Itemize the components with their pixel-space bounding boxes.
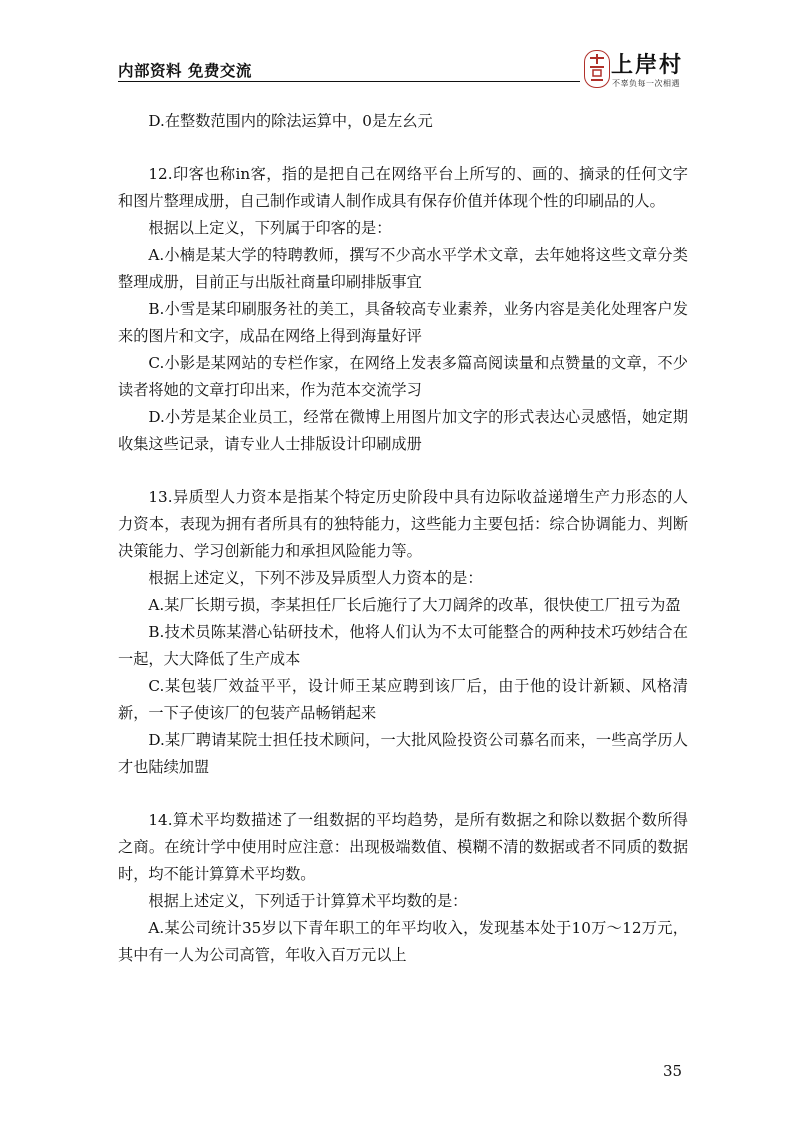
- spacer: [118, 135, 688, 161]
- q12-option-c: C.小影是某网站的专栏作家，在网络上发表多篇高阅读量和点赞量的文章，不少读者将她的文章打印出来，作为范本交流学习: [118, 354, 688, 399]
- spacer: [118, 458, 688, 484]
- q13-stem: 13.异质型人力资本是指某个特定历史阶段中具有边际收益递增生产力形态的人力资本，表现为拥有者所具有的独特能力，这些能力主要包括：综合协调能力、判断决策能力、学习创新能力和承担风险能力等。: [118, 488, 688, 560]
- logo-seal-icon: [584, 50, 610, 88]
- page-header: [118, 48, 698, 94]
- q13-option-c: C.某包装厂效益平平，设计师王某应聘到该厂后，由于他的设计新颖、风格清新，一下子使该厂的包装产品畅销起来: [118, 677, 688, 722]
- document-body: [118, 108, 688, 969]
- q14-option-a: A.某公司统计35岁以下青年职工的年平均收入，发现基本处于10万～12万元，其中有一人为公司高管，年收入百万元以上: [118, 919, 688, 964]
- q14-stem: 14.算术平均数描述了一组数据的平均趋势，是所有数据之和除以数据个数所得之商。在统计学中使用时应注意：出现极端数值、模糊不清的数据或者不同质的数据时，均不能计算算术平均数。: [118, 811, 688, 883]
- q13-option-a: A.某厂长期亏损，李某担任厂长后施行了大刀阔斧的改革，很快使工厂扭亏为盈: [148, 596, 681, 614]
- brand-logo: [584, 48, 704, 94]
- q12-option-d: D.小芳是某企业员工，经常在微博上用图片加文字的形式表达心灵感悟，她定期收集这些记录，请专业人士排版设计印刷成册: [118, 408, 688, 453]
- q14-question: 根据上述定义，下列适于计算算术平均数的是：: [148, 892, 468, 910]
- q13-option-b: B.技术员陈某潜心钻研技术，他将人们认为不太可能整合的两种技术巧妙结合在一起，大大降低了生产成本: [118, 623, 688, 668]
- logo-name: 上岸村: [611, 53, 684, 78]
- page-number: 35: [663, 1062, 683, 1080]
- logo-slogan: 不辜负每一次相遇: [612, 79, 680, 88]
- header-divider: [118, 81, 580, 82]
- q12-option-a: A.小楠是某大学的特聘教师，撰写不少高水平学术文章，去年她将这些文章分类整理成册，目前正与出版社商量印刷排版事宜: [118, 246, 688, 291]
- header-title: 内部资料 免费交流: [118, 62, 252, 80]
- q12-stem: 12.印客也称in客，指的是把自己在网络平台上所写的、画的、摘录的任何文字和图片整理成册，自己制作或请人制作成具有保存价值并体现个性的印刷品的人。: [118, 165, 688, 210]
- q12-option-b: B.小雪是某印刷服务社的美工，具备较高专业素养，业务内容是美化处理客户发来的图片和文字，成品在网络上得到海量好评: [118, 300, 688, 345]
- q13-question: 根据上述定义，下列不涉及异质型人力资本的是：: [148, 569, 483, 587]
- q13-option-d: D.某厂聘请某院士担任技术顾问，一大批风险投资公司慕名而来，一些高学历人才也陆续加盟: [118, 731, 688, 776]
- q11-option-d: D.在整数范围内的除法运算中，0是左幺元: [148, 112, 433, 130]
- q12-question: 根据以上定义，下列属于印客的是：: [148, 219, 392, 237]
- spacer: [118, 781, 688, 807]
